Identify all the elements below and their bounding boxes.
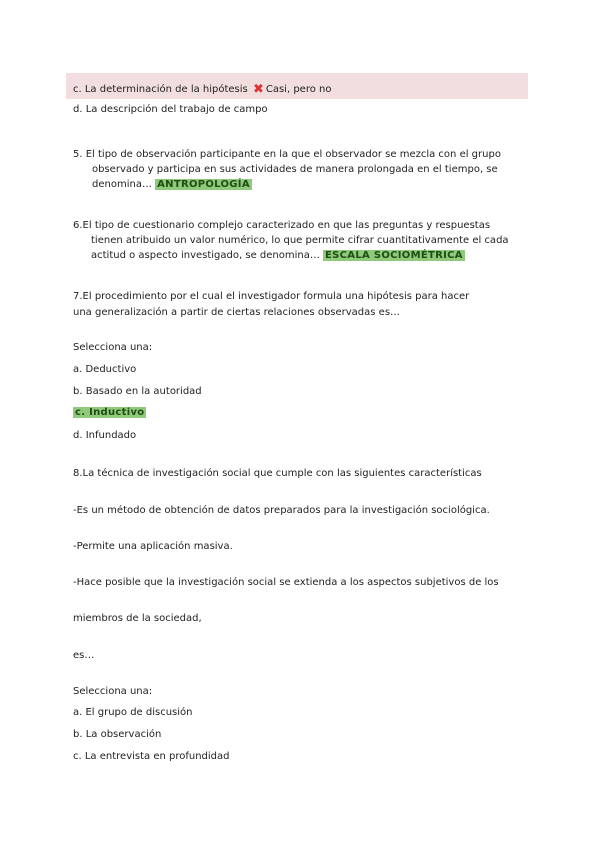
question-6-line-1: 6.El tipo de cuestionario complejo caracterizado en que las preguntas y respuestas bbox=[73, 220, 491, 231]
incorrect-x-icon: ✖ bbox=[252, 82, 264, 97]
option-b[interactable]: b. Basado en la autoridad bbox=[73, 386, 202, 397]
correct-answer-highlight: c. Inductivo bbox=[75, 407, 145, 418]
question-7-line-2: una generalización a partir de ciertas relaciones observadas es… bbox=[73, 307, 401, 318]
answer-highlight: ANTROPOLOGÍA bbox=[157, 179, 250, 190]
question-8-item-2: -Permite una aplicación masiva. bbox=[73, 541, 233, 552]
question-8-item-3: -Hace posible que la investigación social se extienda a los aspectos subjetivos de los bbox=[73, 577, 499, 588]
question-6-line-3: actitud o aspecto investigado, se denomina… bbox=[91, 250, 324, 261]
question-5-line-1: 5. El tipo de observación participante en la que el observador se mezcla con el grupo bbox=[73, 149, 501, 160]
option-c-correct[interactable] bbox=[73, 407, 146, 418]
option-c-label: c. La determinación de la hipótesis bbox=[73, 84, 248, 95]
question-6 bbox=[73, 218, 509, 263]
question-7-line-1: 7.El procedimiento por el cual el investigador formula una hipótesis para hacer bbox=[73, 291, 470, 302]
question-6-line-2: tienen atribuido un valor numérico, lo que permite cifrar cuantitativamente el cada bbox=[91, 235, 509, 246]
answer-highlight: ESCALA SOCIOMÉTRICA bbox=[325, 250, 463, 261]
question-5-line-2: observado y participa en sus actividades de manera prolongada en el tiempo, se bbox=[92, 164, 498, 175]
option-a[interactable]: a. El grupo de discusión bbox=[73, 707, 193, 718]
option-c-incorrect[interactable] bbox=[73, 81, 331, 96]
option-a[interactable]: a. Deductivo bbox=[73, 364, 137, 375]
option-d[interactable]: d. La descripción del trabajo de campo bbox=[73, 104, 268, 115]
question-8-item-1: -Es un método de obtención de datos preparados para la investigación sociológica. bbox=[73, 505, 490, 516]
incorrect-answer-row bbox=[66, 73, 528, 99]
option-b[interactable]: b. La observación bbox=[73, 729, 162, 740]
feedback-text: Casi, pero no bbox=[265, 84, 332, 95]
question-8-item-3b: miembros de la sociedad, bbox=[73, 613, 202, 624]
question-8-tail: es… bbox=[73, 650, 95, 661]
question-5-line-3: denomina… bbox=[92, 179, 156, 190]
question-8-prompt: Selecciona una: bbox=[73, 686, 153, 697]
option-d[interactable]: d. Infundado bbox=[73, 430, 137, 441]
question-8-line-1: 8.La técnica de investigación social que cumple con las siguientes características bbox=[73, 468, 482, 479]
option-c[interactable]: c. La entrevista en profundidad bbox=[73, 751, 230, 762]
question-5 bbox=[73, 147, 501, 192]
question-7-prompt: Selecciona una: bbox=[73, 342, 153, 353]
